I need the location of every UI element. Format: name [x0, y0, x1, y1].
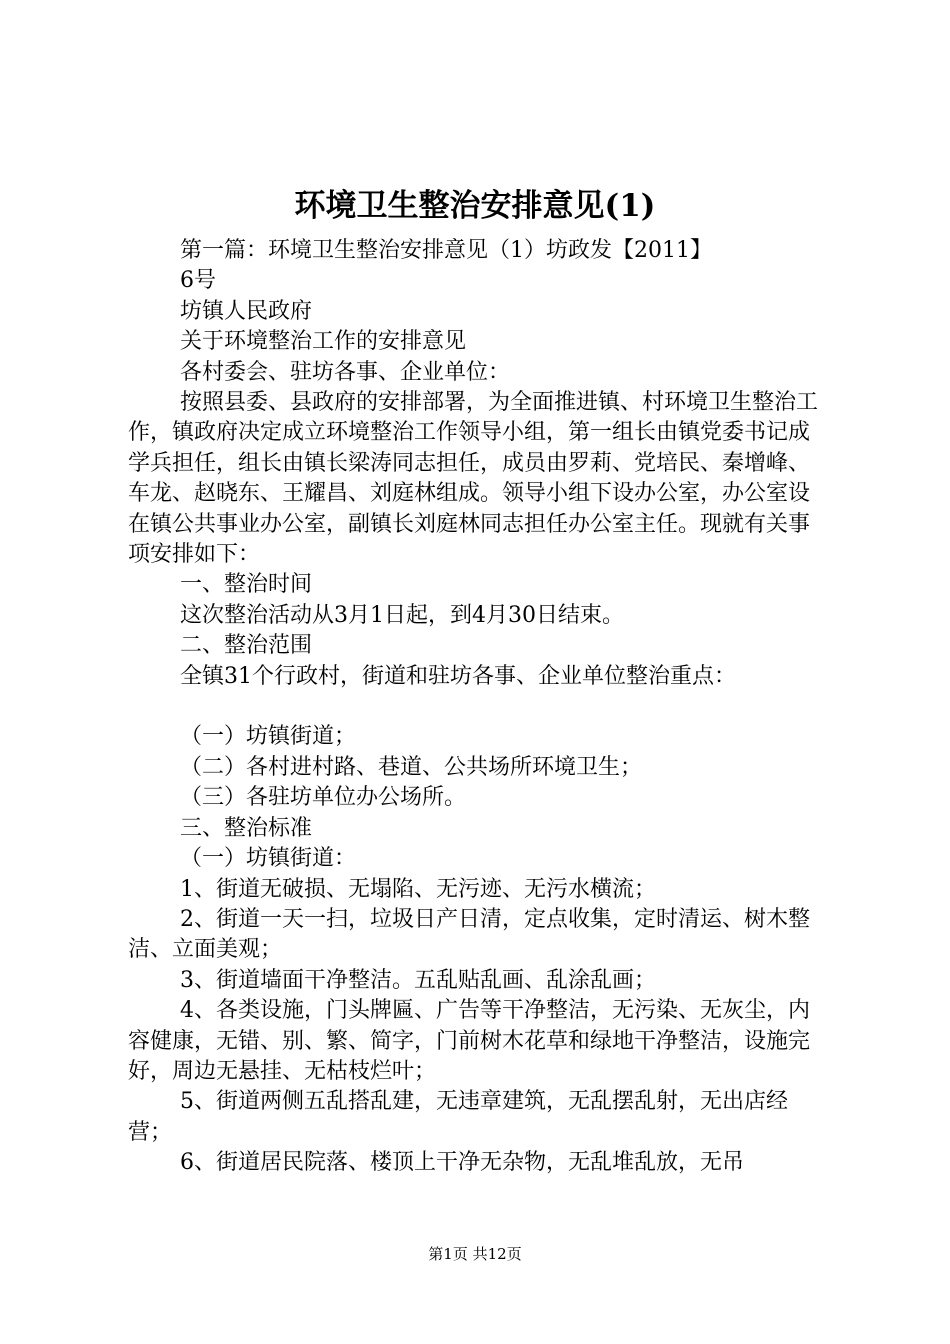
paragraph: 全镇31个行政村，街道和驻坊各事、企业单位整治重点：	[180, 663, 736, 689]
list-item: （一）坊镇街道；	[180, 724, 357, 750]
section-heading: 一、整治时间	[180, 572, 313, 598]
paragraph: 坊镇人民政府	[180, 298, 313, 324]
document-body	[128, 236, 828, 1179]
list-item: 2、街道一天一扫，垃圾日产日清，定点收集，定时清运、树木整洁、立面美观；	[128, 906, 810, 963]
list-item: 1、街道无破损、无塌陷、无污迹、无污水横流；	[180, 876, 656, 902]
list-item: 3、街道墙面干净整洁。五乱贴乱画、乱涂乱画；	[180, 967, 656, 993]
list-item: 4、各类设施，门头牌匾、广告等干净整洁，无污染、无灰尘，内容健康，无错、别、繁、简字，门前树木花草和绿地干净整洁，设施完好，周边无悬挂、无枯枝烂叶；	[128, 998, 811, 1084]
list-item: （二）各村进村路、巷道、公共场所环境卫生；	[180, 754, 643, 780]
paragraph: 6号	[180, 268, 216, 294]
document-title: 环境卫生整治安排意见(1)	[294, 188, 656, 224]
blank-line	[128, 692, 828, 722]
list-item: 5、街道两侧五乱搭乱建，无违章建筑，无乱摆乱射，无出店经营；	[128, 1089, 788, 1145]
list-item: （三）各驻坊单位办公场所。	[180, 785, 467, 811]
list-item: 6、街道居民院落、楼顶上干净无杂物，无乱堆乱放，无吊	[180, 1150, 744, 1176]
paragraph: 关于环境整治工作的安排意见	[180, 329, 467, 355]
section-heading: 二、整治范围	[180, 633, 313, 659]
paragraph: 按照县委、县政府的安排部署，为全面推进镇、村环境卫生整治工作，镇政府决定成立环境整治工作领导小组，第一组长由镇党委书记成学兵担任，组长由镇长梁涛同志担任，成员由罗莉、党培民、秦增峰、车龙、赵晓东、王耀昌、刘庭林组成。领导小组下设办公室，办公室设在镇公共事业办公室，副镇长刘庭林同志担任办公室主任。现就有关事项安排如下：	[128, 390, 819, 568]
paragraph: 各村委会、驻坊各事、企业单位：	[180, 359, 511, 385]
subsection-heading: （一）坊镇街道：	[180, 846, 357, 872]
paragraph: 这次整治活动从3月1日起，到4月30日结束。	[180, 602, 624, 628]
page-number-footer: 第1页 共12页	[428, 1245, 522, 1263]
section-heading: 三、整治标准	[180, 815, 313, 841]
paragraph: 第一篇：环境卫生整治安排意见（1）坊政发【2011】	[180, 238, 712, 263]
